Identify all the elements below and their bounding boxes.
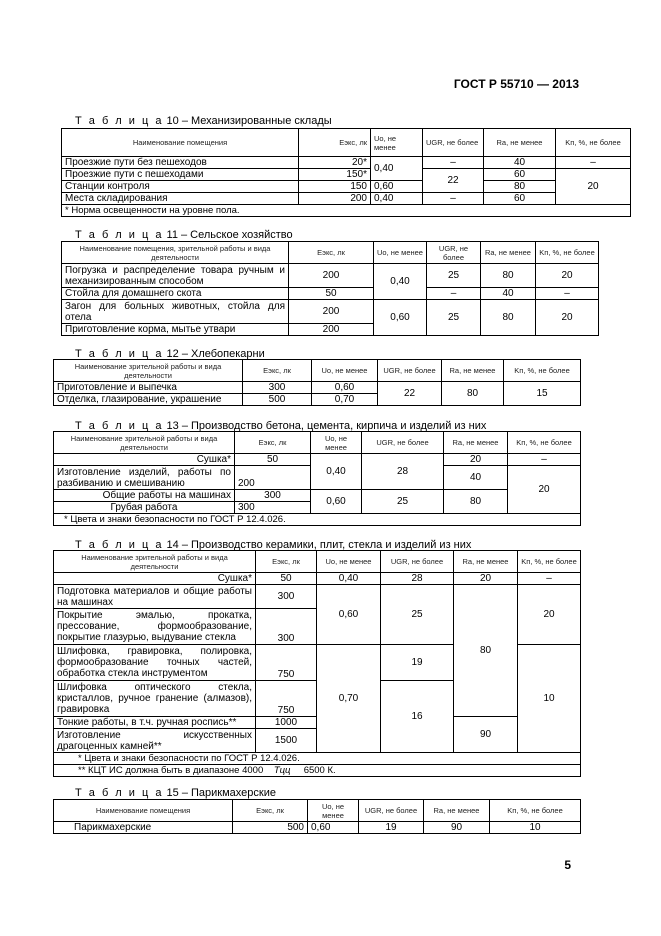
table-row: Места складирования 200 0,40 – 60 <box>62 193 631 205</box>
table-15: Наименование помещения Eэкс, лк Uо, не менее UGR, не более Ra, не менее Kп, %, не более Парикмахерские 500 0,60 19 90 10 <box>53 799 581 834</box>
document-header: ГОСТ Р 55710 — 2013 <box>453 77 579 91</box>
table-row: Приготовление корма, мытье утвари 200 <box>62 324 599 336</box>
table-row: Шлифовка, гравировка, полировка, формообразование точных частей, обработка стекла инструментом 750 0,70 19 10 <box>54 645 581 681</box>
table-note: * Цвета и знаки безопасности по ГОСТ Р 12.4.026. <box>54 753 581 765</box>
table-row: Парикмахерские 500 0,60 19 90 10 <box>54 822 581 834</box>
table-row: Изготовление искусственных драгоценных камней** 1500 <box>54 729 581 753</box>
table-row: Отделка, глазирование, украшение 500 0,70 <box>54 394 581 406</box>
table-note: * Цвета и знаки безопасности по ГОСТ Р 12.4.026. <box>54 514 581 526</box>
table-row: Изготовление изделий, работы по разбиванию и смешиванию 200 40 20 <box>54 466 581 490</box>
table-12-caption: Т а б л и ц а 12 – Хлебопекарни <box>75 348 265 360</box>
table-row: Шлифовка оптического стекла, кристаллов, ручное гранение (алмазов), гравировка 750 16 <box>54 681 581 717</box>
table-15-caption: Т а б л и ц а 15 – Парикмахерские <box>75 787 276 799</box>
table-13: Наименование зрительной работы и вида деятельности Eэкс, лк Uо, не менее UGR, не более Ra, не менее Kп, %, не более Сушка* 50 0,40 28 20 – Изготовление изделий, работы по разбиванию и смешиванию 200 40 20 Общие работы на машинах 300 0,60 25 80 Грубая работа 300 * Цвета и знаки безопасности по ГОСТ Р 12.4.026. <box>53 431 581 526</box>
table-12: Наименование зрительной работы и вида деятельности Eэкс, лк Uо, не менее UGR, не более Ra, не менее Kп, %, не более Приготовление и выпечка 300 0,60 22 80 15 Отделка, глазирование, украшение 500 0,70 <box>53 359 581 406</box>
table-note: ** КЦТ ИС должна быть в диапазоне 4000 Tцц 6500 К. <box>54 765 581 777</box>
table-10-caption: Т а б л и ц а 10 – Механизированные склады <box>75 115 332 127</box>
table-row: Тонкие работы, в т.ч. ручная роспись** 1000 90 <box>54 717 581 729</box>
table-row: Подготовка материалов и общие работы на машинах 300 0,60 25 80 20 <box>54 585 581 609</box>
page-number: 5 <box>564 858 571 872</box>
table-row: Погрузка и распределение товара ручным и механизированным способом 200 0,40 25 80 20 <box>62 264 599 288</box>
table-row: Проезжие пути без пешеходов 20* 0,40 – 40 – <box>62 157 631 169</box>
table-row: Стойла для домашнего скота 50 – 40 – <box>62 288 599 300</box>
table-row: Общие работы на машинах 300 0,60 25 80 <box>54 490 581 502</box>
table-note: * Норма освещенности на уровне пола. <box>62 205 631 217</box>
table-11: Наименование помещения, зрительной работы и вида деятельности Eэкс, лк Uо, не менее UGR, не более Ra, не менее Kп, %, не более Погрузка и распределение товара ручным и механизированным способом 200 0,40 25 80 20 Стойла для домашнего скота 50 – 40 – Загон для больных животных, стойла для отела 200 0,60 25 80 20 Приготовление корма, мытье утвари 200 <box>61 241 599 336</box>
table-row: Загон для больных животных, стойла для отела 200 0,60 25 80 20 <box>62 300 599 324</box>
table-row: Покрытие эмалью, прокатка, прессование, формообразование, покрытие глазурью, выдувание стекла 300 <box>54 609 581 645</box>
table-row: Проезжие пути с пешеходами 150* 22 60 20 <box>62 169 631 181</box>
table-11-caption: Т а б л и ц а 11 – Сельское хозяйство <box>75 229 293 241</box>
table-row: Сушка* 50 0,40 28 20 – <box>54 573 581 585</box>
table-13-caption: Т а б л и ц а 13 – Производство бетона, цемента, кирпича и изделий из них <box>75 420 487 432</box>
table-row: Приготовление и выпечка 300 0,60 22 80 15 <box>54 382 581 394</box>
table-10: Наименование помещения Eэкс, лк Uо, не менее UGR, не более Ra, не менее Kп, %, не более Проезжие пути без пешеходов 20* 0,40 – 40 – Проезжие пути с пешеходами 150* 22 60 20 Станции контроля 150 0,60 80 Места складирования 200 0,40 – 60 * Норма освещенности на уровне пола. <box>61 128 631 217</box>
table-14: Наименование зрительной работы и вида деятельности Eэкс, лк Uо, не менее UGR, не более Ra, не менее Kп, %, не более Сушка* 50 0,40 28 20 – Подготовка материалов и общие работы на машинах 300 0,60 25 80 20 Покрытие эмалью, прокатка, прессование, формообразование, покрытие глазурью, выдувание стекла 300 Шлифовка, гравировка, полировка, формообразование точных частей, обработка стекла инструментом 750 0,70 19 10 Шлифовка оптического стекла, кристаллов, ручное гранение (алмазов), гравировка 750 16 Тонкие работы, в т.ч. ручная роспись** 1000 90 Изготовление искусственных драгоценных камней** 1500 * Цвета и знаки безопасности по ГОСТ Р 12.4.026. ** КЦТ ИС должна быть в диапазоне 4000 Tцц 6500 К. <box>53 550 581 777</box>
table-row: Станции контроля 150 0,60 80 <box>62 181 631 193</box>
table-row: Грубая работа 300 <box>54 502 581 514</box>
table-14-caption: Т а б л и ц а 14 – Производство керамики, плит, стекла и изделий из них <box>75 539 472 551</box>
table-row: Сушка* 50 0,40 28 20 – <box>54 454 581 466</box>
